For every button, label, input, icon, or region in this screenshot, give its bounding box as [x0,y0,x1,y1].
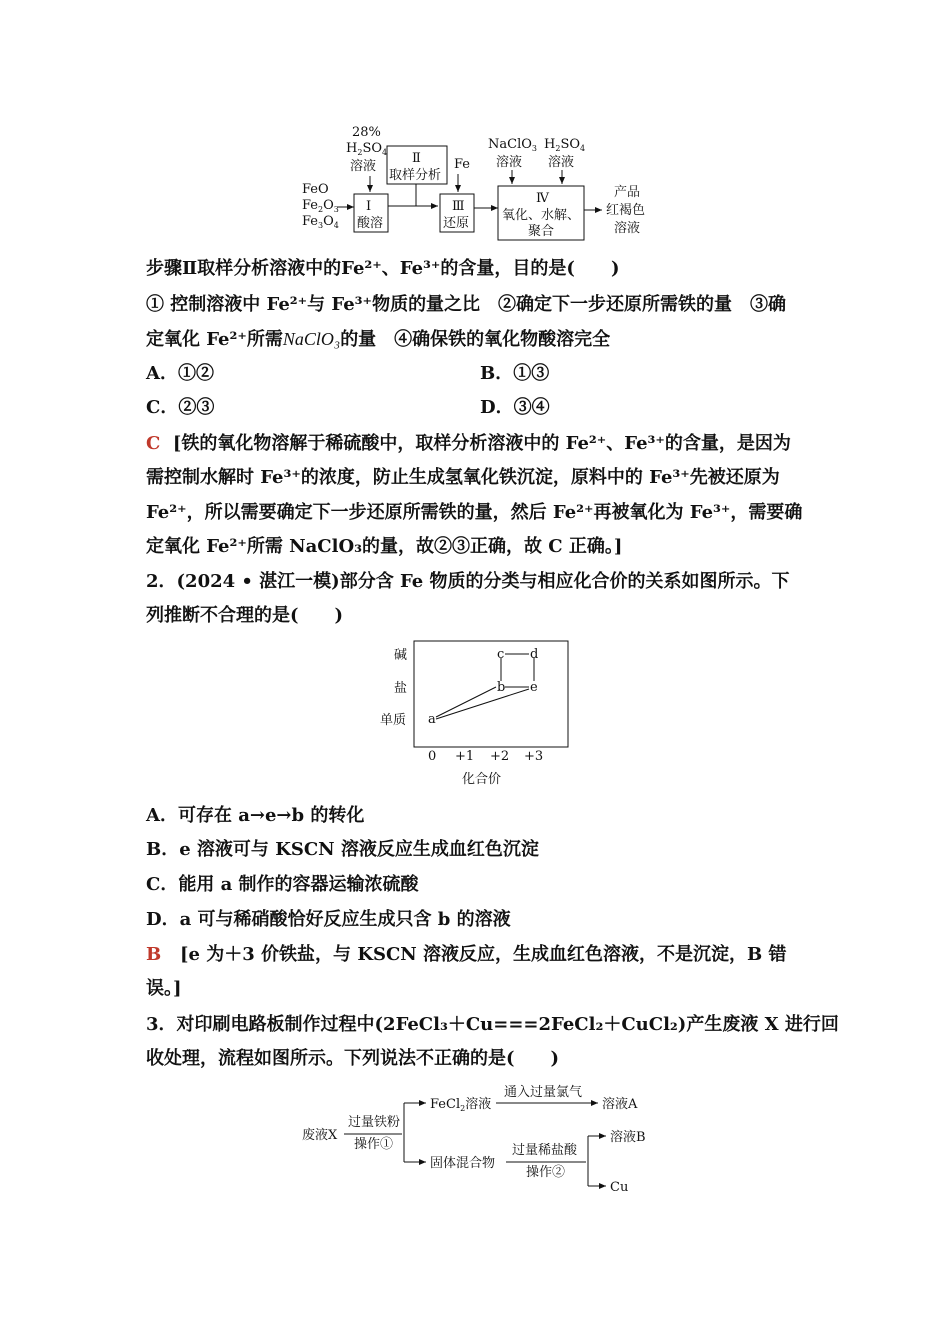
box1-num: Ⅰ [366,199,372,214]
valence-chart [370,635,580,790]
fe-label: Fe [454,157,471,172]
solid-mixture: 固体混合物 [430,1156,496,1171]
box2-label: 取样分析 [389,168,442,183]
fecl2-solution: FeCl$_2$溶液 [430,1097,492,1113]
lower-op: 操作② [526,1165,566,1180]
q1-answer: C [146,433,161,454]
step1-op: 操作① [354,1137,394,1152]
x-tick-0: 0 [428,749,437,764]
q1-options-line2-b: 的量 ④确保铁的氧化物酸溶完全 [340,329,611,350]
product-label: 产品 [614,185,641,200]
lower-reagent: 过量稀盐酸 [512,1143,578,1158]
point-c: c [497,647,505,662]
upper-reagent: 通入过量氯气 [504,1085,583,1100]
q2-explain-1: B [e 为＋3 价铁盐，与 KSCN 溶液反应，生成血红色溶液，不是沉淀，B 错 [146,944,787,965]
q1-options-line2-a: 定氧化 Fe²⁺所需 [146,329,283,350]
q2-explain-2: 误。] [146,978,182,999]
box2-num: Ⅱ [412,151,421,166]
q1-choice-a[interactable]: A．①② [146,363,214,384]
input-fe2o3: $Fe_2O_3$ [302,198,339,214]
q3-stem-2: 收处理，流程如图所示。下列说法不正确的是( ) [146,1048,560,1069]
h2so4-formula: $H_2SO_4$ [544,137,586,153]
waste-x: 废液X [302,1128,338,1143]
naclo3-formula: NaClO$_3$ [488,137,537,153]
input-fe3o4: $Fe_3O_4$ [302,214,339,230]
q1-options-line2 [146,327,610,352]
q2-choice-d[interactable]: D．a 可与稀硝酸恰好反应生成只含 b 的溶液 [146,909,511,930]
naclo3-solution: 溶液 [496,155,523,170]
x-tick-1: +1 [455,749,475,764]
copper: Cu [610,1180,629,1195]
q2-answer: B [146,944,162,965]
q2-choice-a[interactable]: A．可存在 a→e→b 的转化 [146,805,365,826]
x-tick-2: +2 [490,749,510,764]
q1-options-line1: ① 控制溶液中 Fe²⁺与 Fe³⁺物质的量之比 ②确定下一步还原所需铁的量 ③确 [146,294,787,315]
flow-diagram-1 [290,120,670,245]
y-label-salt: 盐 [394,681,408,696]
q1-explain-2: 需控制水解时 Fe³⁺的浓度，防止生成氢氧化铁沉淀，原料中的 Fe³⁺先被还原为 [146,467,780,488]
y-label-base: 碱 [394,648,408,663]
product-color: 红褐色 [606,203,646,218]
point-a: a [428,712,436,727]
acid-formula: $H_2SO_4$ [346,141,388,157]
q1-choice-b[interactable]: B．①③ [480,363,550,384]
q1-stem: 步骤Ⅱ取样分析溶液中的Fe²⁺、Fe³⁺的含量，目的是( ) [146,258,620,279]
box3-num: Ⅲ [452,199,465,214]
q1-explain-3: Fe²⁺，所以需要确定下一步还原所需铁的量，然后 Fe²⁺再被氧化为 Fe³⁺，需要确 [146,502,803,523]
box4-label: 氧化、水解、 [502,208,581,223]
q1-naclo3-formula: NaClO₃ [282,329,341,349]
solution-b: 溶液B [610,1130,646,1145]
q1-explain-1: C [铁的氧化物溶解于稀硫酸中，取样分析溶液中的 Fe²⁺、Fe³⁺的含量，是因为 [146,433,791,454]
step1-reagent: 过量铁粉 [348,1115,401,1130]
h2so4-solution: 溶液 [548,155,575,170]
q1-choice-d[interactable]: D．③④ [480,397,550,418]
point-b: b [497,680,506,695]
input-feo: FeO [302,182,329,197]
box1-label: 酸溶 [357,216,384,231]
point-e: e [530,680,538,695]
acid-solution: 溶液 [350,159,377,174]
point-d: d [530,647,539,662]
product-solution: 溶液 [614,221,641,236]
q2-choice-c[interactable]: C．能用 a 制作的容器运输浓硫酸 [146,874,419,895]
q1-explain-4: 定氧化 Fe²⁺所需 NaClO₃的量，故②③正确，故 C 正确。] [146,536,623,557]
line-a-b [436,687,496,717]
acid-pct: 28% [352,125,381,140]
x-tick-3: +3 [524,749,544,764]
q3-stem-1: 3．对印刷电路板制作过程中(2FeCl₃＋Cu===2FeCl₂＋CuCl₂)产生废液 X 进行回 [146,1014,839,1035]
x-axis-title: 化合价 [462,772,502,787]
q2-stem-2: 列推断不合理的是( ) [146,605,344,626]
box4-num: Ⅳ [536,191,549,206]
box4-label-2: 聚合 [528,224,555,239]
q1-choice-c[interactable]: C．②③ [146,397,215,418]
chart-frame [414,641,568,747]
y-label-element: 单质 [380,713,407,728]
solution-a: 溶液A [602,1097,638,1112]
q2-choice-b[interactable]: B．e 溶液可与 KSCN 溶液反应生成血红色沉淀 [146,839,539,860]
q2-stem-1: 2．(2024 • 湛江一模)部分含 Fe 物质的分类与相应化合价的关系如图所示。下 [146,571,790,592]
flow-diagram-3 [300,1082,670,1197]
box3-label: 还原 [443,216,470,231]
